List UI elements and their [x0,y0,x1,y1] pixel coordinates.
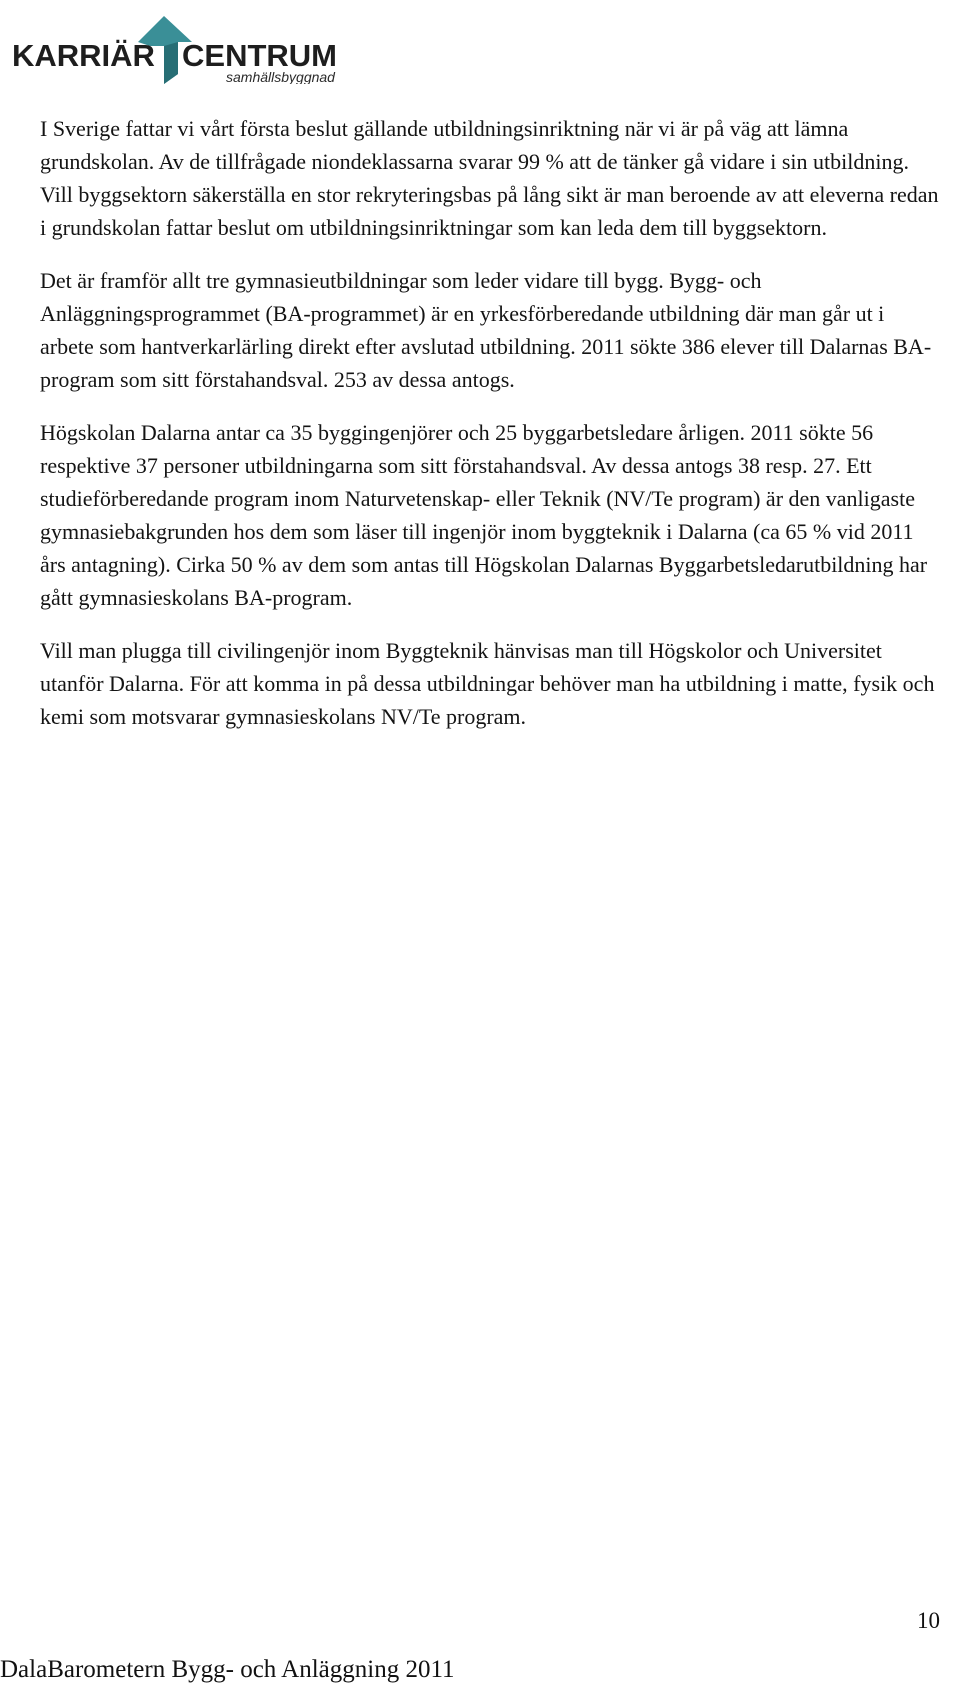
page-number: 10 [917,1608,940,1633]
logo-arrow-shade [164,42,178,84]
karriarcentrum-logo [12,8,342,84]
body-text [40,112,940,753]
paragraph-2: Det är framför allt tre gymnasieutbildningar som leder vidare till bygg. Bygg- och Anläggningsprogrammet (BA-programmet) är en yrkesförberedande utbildning där man går ut i arbete som hantverkarlärling direkt efter avslutad utbildning. 2011 sökte 386 elever till Dalarnas BA-program som sitt förstahandsval. 253 av dessa antogs. [40,268,932,392]
paragraph-4: Vill man plugga till civilingenjör inom Byggteknik hänvisas man till Högskolor och Universitet utanför Dalarna. För att komma in på dessa utbildningar behöver man ha utbildning i matte, fysik och kemi som motsvarar gymnasieskolans NV/Te program. [40,638,935,729]
logo-word-centrum: CENTRUM [182,38,337,73]
paragraph-1: I Sverige fattar vi vårt första beslut gällande utbildningsinriktning när vi är på väg att lämna grundskolan. Av de tillfrågade niondeklassarna svarar 99 % att de tänker gå vidare i sin utbildning. Vill byggsektorn säkerställa en stor rekryteringsbas på lång sikt är man beroende av att eleverna redan i grundskolan fattar beslut om utbildningsinriktningar som kan leda dem till byggsektorn. [40,116,939,240]
logo-word-karriar: KARRIÄR [12,38,155,73]
paragraph-3: Högskolan Dalarna antar ca 35 byggingenjörer och 25 byggarbetsledare årligen. 2011 sökte 56 respektive 37 personer utbildningarna som sitt förstahandsval. Av dessa antogs 38 resp. 27. Ett studieförberedande program inom Naturvetenskap- eller Teknik (NV/Te program) är den vanligaste gymnasiebakgrunden hos dem som läser till ingenjör inom byggteknik i Dalarna (ca 65 % vid 2011 års antagning). Cirka 50 % av dem som antas till Högskolan Dalarnas Byggarbetsledarutbildning har gått gymnasieskolans BA-program. [40,420,928,610]
footer-title: DalaBarometern Bygg- och Anläggning 2011 [0,1656,455,1683]
logo-tagline: samhällsbyggnad [226,69,335,84]
